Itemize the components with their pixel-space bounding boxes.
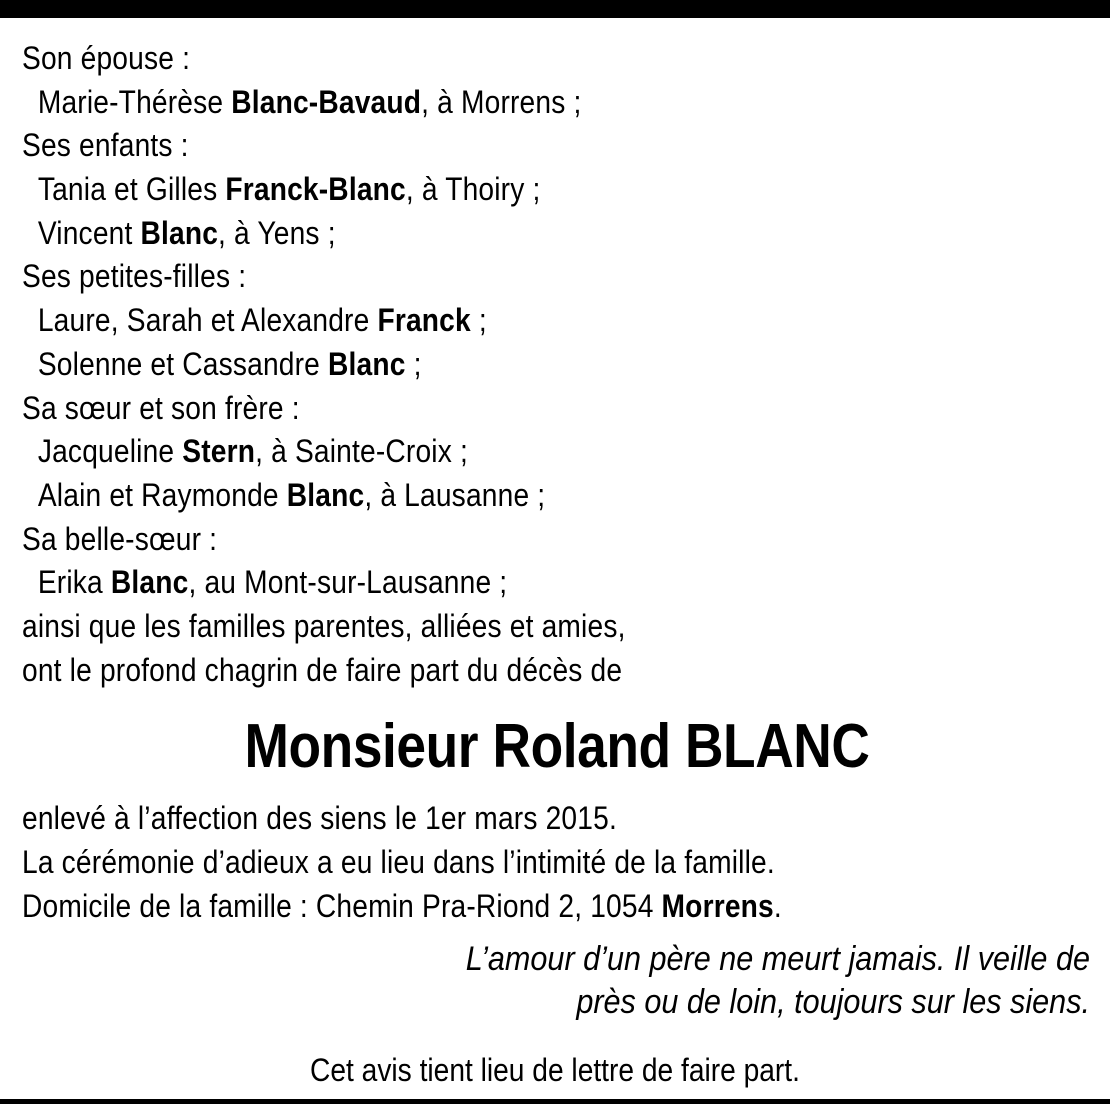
child-entry: Vincent Blanc, à Yens ;: [37, 214, 336, 251]
closing-line: ainsi que les familles parentes, alliées et amies,: [22, 607, 626, 644]
quote-line: L’amour d’un père ne meurt jamais. Il veille de: [465, 940, 1090, 978]
child-entry: Tania et Gilles Franck-Blanc, à Thoiry ;: [37, 171, 541, 208]
detail-line: La cérémonie d’adieux a eu lieu dans l’intimité de la famille.: [22, 844, 775, 880]
granddaughter-entry: Laure, Sarah et Alexandre Franck ;: [37, 302, 487, 339]
granddaughters-heading: Ses petites-filles :: [22, 258, 247, 295]
quote-line: près ou de loin, toujours sur les siens.: [576, 983, 1090, 1021]
detail-line: enlevé à l’affection des siens le 1er mars 2015.: [22, 800, 617, 837]
domicile-line: Domicile de la famille : Chemin Pra-Riond 2, 1054 Morrens.: [22, 887, 782, 924]
surname: Franck: [377, 302, 471, 339]
surname: Blanc: [110, 564, 189, 601]
granddaughter-entry: Solenne et Cassandre Blanc ;: [37, 345, 422, 382]
sibling-entry: Jacqueline Stern, à Sainte-Croix ;: [37, 433, 468, 470]
surname: Franck-Blanc: [225, 171, 406, 208]
top-rule: [0, 0, 1110, 18]
surname: Blanc: [286, 476, 365, 513]
notice-body: [22, 37, 1092, 928]
sister-in-law-heading: Sa belle-sœur :: [22, 520, 218, 557]
surname: Blanc: [140, 214, 219, 251]
surname: Blanc-Bavaud: [231, 83, 422, 120]
memorial-quote: [190, 938, 1090, 1024]
footer-note: Cet avis tient lieu de lettre de faire part.: [310, 1052, 800, 1088]
spouse-entry: Marie-Thérèse Blanc-Bavaud, à Morrens ;: [37, 83, 582, 120]
sister-in-law-entry: Erika Blanc, au Mont-sur-Lausanne ;: [37, 564, 508, 601]
spouse-heading: Son épouse :: [22, 40, 191, 76]
sibling-entry: Alain et Raymonde Blanc, à Lausanne ;: [37, 476, 546, 513]
children-heading: Ses enfants :: [22, 127, 189, 164]
closing-line: ont le profond chagrin de faire part du décès de: [22, 651, 623, 688]
deceased-name: Monsieur Roland BLANC: [244, 712, 870, 782]
bottom-rule: [0, 1099, 1110, 1104]
surname: Stern: [182, 433, 256, 470]
siblings-heading: Sa sœur et son frère :: [22, 389, 300, 426]
surname: Blanc: [328, 345, 406, 382]
town: Morrens: [661, 887, 774, 924]
